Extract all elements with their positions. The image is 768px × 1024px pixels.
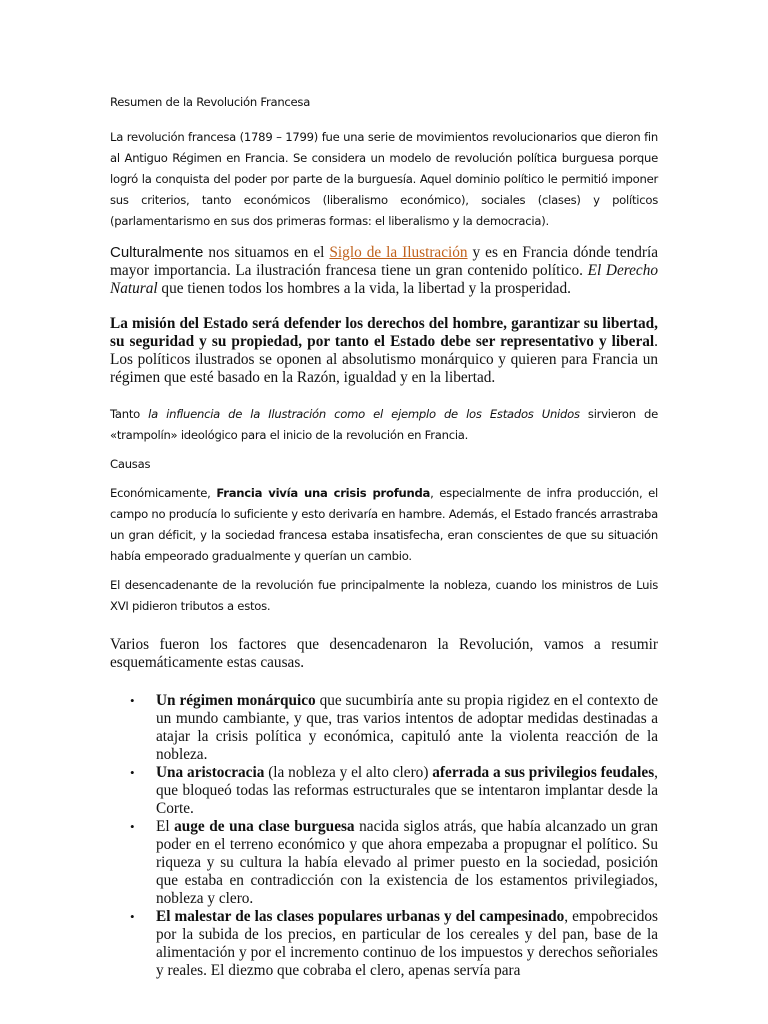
intro-lead: La revolución francesa bbox=[110, 130, 237, 144]
tanto-text-1: Tanto bbox=[110, 407, 149, 421]
cultural-paragraph bbox=[110, 244, 658, 298]
tanto-text-2: sirvieron de «trampolín» ideológico para el inicio de la revolución en Francia. bbox=[110, 407, 658, 442]
economico-paragraph bbox=[110, 483, 658, 567]
factor-bold-2: aferrada a sus privilegios feudales bbox=[432, 764, 655, 781]
intro-paragraph bbox=[110, 127, 658, 232]
bullet-icon: • bbox=[130, 909, 135, 924]
economico-text-1: Económicamente, bbox=[110, 486, 217, 500]
tanto-italic: la influencia de la Ilustración como el ejemplo de los Estados Unidos bbox=[148, 407, 580, 421]
siglo-ilustracion-link[interactable]: Siglo de la Ilustración bbox=[329, 244, 468, 261]
mision-bold: La misión del Estado será defender los derechos del hombre, garantizar su libertad, su seguridad y su propiedad, por tanto el Estado debe ser representativo y liberal bbox=[110, 315, 658, 350]
factor-pre: El bbox=[156, 818, 175, 835]
economico-text-2: , especialmente de infra producción, el campo no producía lo suficiente y esto derivaría en hambre. Además, el Estado francés arrastraba un gran déficit, y la sociedad francesa estaba insatisfecha, eran conscientes de que su situación había empeorado gradualmente y querían un cambio. bbox=[110, 486, 658, 563]
cultural-text-3: que tienen todos los hombres a la vida, la libertad y la prosperidad. bbox=[157, 280, 571, 297]
bullet-icon: • bbox=[130, 693, 135, 708]
mision-paragraph bbox=[110, 315, 658, 387]
list-item bbox=[110, 908, 658, 980]
desencadenante-paragraph: El desencadenante de la revolución fue principalmente la nobleza, cuando los ministros de Luis XVI pidieron tributos a estos. bbox=[110, 578, 658, 613]
cultural-lead: Culturalmente bbox=[110, 244, 204, 261]
document-title: Resumen de la Revolución Francesa bbox=[110, 95, 311, 109]
cultural-text-1: nos situamos en el bbox=[203, 244, 330, 261]
mision-text: . Los políticos ilustrados se oponen al absolutismo monárquico y quieren para Francia un régimen que esté basado en la Razón, igualdad y en la libertad. bbox=[110, 333, 658, 386]
factor-text: (la nobleza y el alto clero) bbox=[264, 764, 433, 781]
factor-bold: Una aristocracia bbox=[156, 764, 265, 781]
list-item bbox=[110, 764, 658, 818]
factor-bold: El malestar de las clases populares urbanas y del campesinado bbox=[156, 908, 565, 925]
tanto-paragraph bbox=[110, 404, 658, 446]
list-item bbox=[110, 818, 658, 908]
factor-bold: Un régimen monárquico bbox=[156, 692, 316, 709]
bullet-icon: • bbox=[130, 819, 135, 834]
derecho-natural-italic: El Derecho Natural bbox=[110, 262, 658, 297]
factor-bold: auge de una clase burguesa bbox=[174, 818, 355, 835]
factor-text: que sucumbiría ante su propia rigidez en el contexto de un mundo cambiante, y que, tras varios intentos de adoptar medidas destinadas a atajar la crisis política y económica, capituló ante la violenta reacción de la nobleza. bbox=[156, 692, 659, 763]
list-item bbox=[110, 692, 658, 764]
cultural-text-2: y es en Francia dónde tendría mayor importancia. La ilustración francesa tiene un gran contenido político. bbox=[110, 244, 658, 279]
factor-post: , que bloqueó todas las reformas estructurales que se intentaron implantar desde la Corte. bbox=[156, 764, 658, 817]
varios-paragraph: Varios fueron los factores que desencadenaron la Revolución, vamos a resumir esquemáticamente estas causas. bbox=[110, 636, 658, 671]
economico-bold: Francia vivía una crisis profunda bbox=[216, 486, 431, 500]
factor-text: , empobrecidos por la subida de los precios, en particular de los cereales y del pan, base de la alimentación y por el incremento continuo de los impuestos y derechos señoriales y reales. El diezmo que cobraba el clero, apenas servía para bbox=[156, 908, 658, 979]
causas-heading: Causas bbox=[110, 457, 151, 471]
bullet-icon: • bbox=[130, 765, 135, 780]
factors-list bbox=[110, 692, 658, 980]
factor-text: nacida siglos atrás, que había alcanzado un gran poder en el terreno económico y que ahora empezaba a propugnar el político. Su riqueza y su cultura la había elevado al primer puesto en la sociedad, posición que estaba en contradicción con la existencia de los estamentos privilegiados, nobleza y clero. bbox=[156, 818, 658, 907]
document-page bbox=[110, 92, 658, 980]
intro-text: (1789 – 1799) fue una serie de movimientos revolucionarios que dieron fin al Antiguo Régimen en Francia. Se considera un modelo de revolución política burguesa porque logró la conquista del poder por parte de la burguesía. Aquel dominio político le permitió imponer sus criterios, tanto económicos (liberalismo económico), sociales (clases) y políticos (parlamentarismo en sus dos primeras formas: el liberalismo y la democracia). bbox=[110, 130, 658, 228]
